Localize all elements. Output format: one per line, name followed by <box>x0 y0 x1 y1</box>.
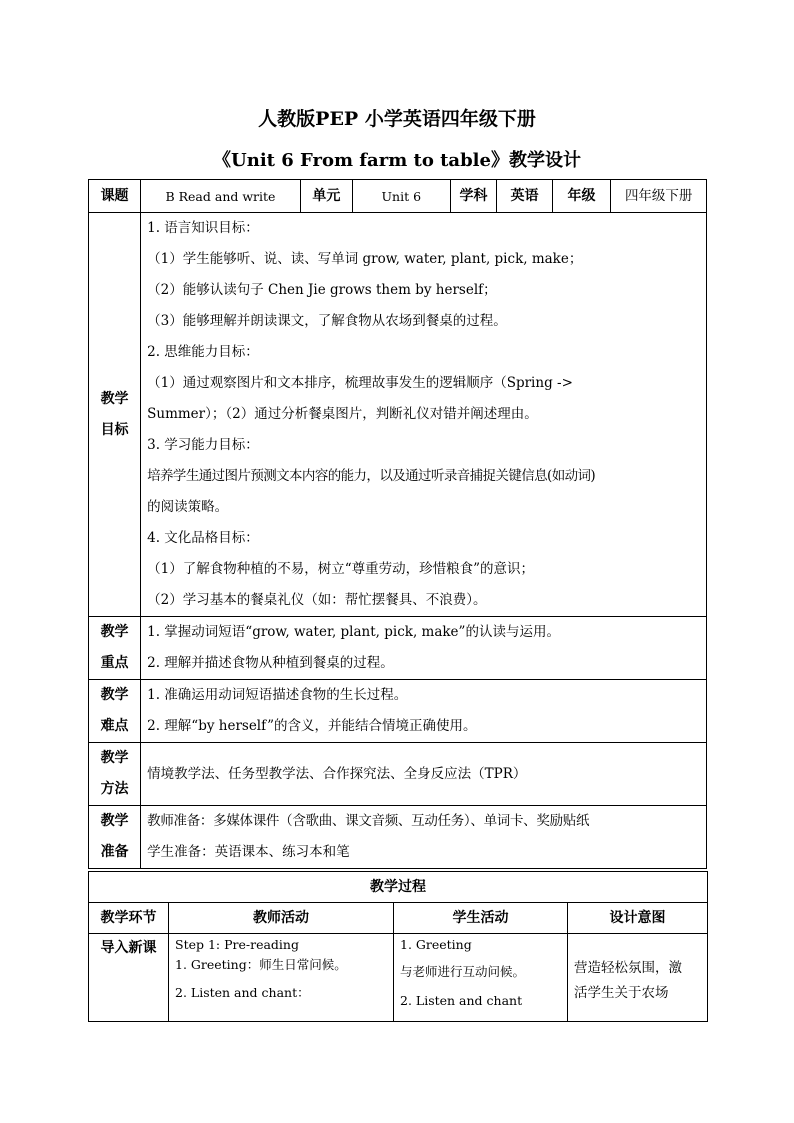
preparation-row <box>89 806 707 869</box>
unit-value: Unit 6 <box>352 180 450 213</box>
header-row <box>89 180 707 213</box>
goal-line: 1. 语言知识目标： <box>147 220 259 236</box>
subject-value: 英语 <box>497 180 552 213</box>
topic-label: 课题 <box>89 180 141 213</box>
difficult-points-row <box>89 680 707 743</box>
goals-label-b: 目标 <box>100 421 129 438</box>
design-intent-cell <box>568 934 708 1022</box>
process-header: 设计意图 <box>568 903 708 934</box>
stage-cell <box>89 934 169 1022</box>
difficult-point-line: 2. 理解“by herself”的含义，并能结合情境正确使用。 <box>147 718 477 734</box>
goals-label <box>89 213 141 617</box>
methods-content <box>141 743 707 806</box>
goal-line: 3. 学习能力目标： <box>147 437 259 453</box>
teaching-process-table <box>88 871 708 1022</box>
design-intent-line: 活学生关于农场 <box>574 985 669 1001</box>
grade-value: 四年级下册 <box>611 180 707 213</box>
goals-content <box>141 213 707 617</box>
key-points-label-a: 教学 <box>100 624 129 640</box>
student-activity-line: 2. Listen and chant <box>400 993 523 1008</box>
goal-line: （2）能够认读句子 Chen Jie grows them by herself； <box>147 282 497 298</box>
student-activity-line: 1. Greeting <box>400 937 472 952</box>
methods-label <box>89 743 141 806</box>
key-point-line: 2. 理解并描述食物从种植到餐桌的过程。 <box>147 655 394 671</box>
teacher-activity-line: 1. Greeting：师生日常问候。 <box>175 957 347 972</box>
topic-value: B Read and write <box>141 180 301 213</box>
difficult-point-line: 1. 准确运用动词短语描述食物的生长过程。 <box>147 687 408 703</box>
goal-line: （2）学习基本的餐桌礼仪（如：帮忙摆餐具、不浪费）。 <box>147 592 487 608</box>
difficult-points-label <box>89 680 141 743</box>
document-subtitle: 《Unit 6 From farm to table》教学设计 <box>213 150 581 171</box>
key-point-line: 1. 掌握动词短语“grow, water, plant, pick, make”的认读与运用。 <box>147 624 560 640</box>
goal-line: 培养学生通过图片预测文本内容的能力，以及通过听录音捕捉关键信息(如动词) <box>147 468 596 484</box>
process-section-row <box>89 872 708 903</box>
teacher-activity-line: 2. Listen and chant： <box>175 985 310 1000</box>
stage-label: 导入新课 <box>100 940 157 956</box>
lesson-info-table <box>88 179 707 869</box>
teacher-activity-cell <box>169 934 394 1022</box>
difficult-points-content <box>141 680 707 743</box>
methods-label-a: 教学 <box>100 750 129 766</box>
preparation-label-b: 准备 <box>100 844 129 860</box>
subject-label: 学科 <box>450 180 497 213</box>
goal-line: 的阅读策略。 <box>147 499 229 515</box>
methods-text: 情境教学法、任务型教学法、合作探究法、全身反应法（TPR） <box>147 765 527 782</box>
methods-row <box>89 743 707 806</box>
process-header: 教学环节 <box>89 903 169 934</box>
design-intent-line: 营造轻松氛围，激 <box>574 960 682 976</box>
preparation-label-a: 教学 <box>100 813 129 829</box>
goals-label-a: 教学 <box>100 390 129 407</box>
preparation-line: 教师准备：多媒体课件（含歌曲、课文音频、互动任务）、单词卡、奖励贴纸 <box>147 813 590 829</box>
document-title: 人教版PEP 小学英语四年级下册 <box>258 108 536 130</box>
goal-line: （1）学生能够听、说、读、写单词 grow, water, plant, pick, make； <box>147 251 583 267</box>
process-header: 学生活动 <box>394 903 568 934</box>
process-header-row <box>89 903 708 934</box>
process-section-title: 教学过程 <box>89 872 708 903</box>
key-points-label-b: 重点 <box>100 655 129 671</box>
goal-line: 4. 文化品格目标： <box>147 530 259 546</box>
key-points-label <box>89 617 141 680</box>
goal-line: （3）能够理解并朗读课文，了解食物从农场到餐桌的过程。 <box>147 313 507 329</box>
table-row <box>89 934 708 1022</box>
goal-line: （1）了解食物种植的不易，树立“尊重劳动，珍惜粮食”的意识； <box>147 561 535 577</box>
methods-label-b: 方法 <box>100 781 129 797</box>
key-points-row <box>89 617 707 680</box>
difficult-points-label-a: 教学 <box>100 687 129 703</box>
preparation-label <box>89 806 141 869</box>
student-activity-cell <box>394 934 568 1022</box>
goal-line: （1）通过观察图片和文本排序，梳理故事发生的逻辑顺序（Spring -> <box>147 375 573 391</box>
goal-line: Summer）；（2）通过分析餐桌图片，判断礼仪对错并阐述理由。 <box>147 406 538 422</box>
unit-label: 单元 <box>300 180 352 213</box>
key-points-content <box>141 617 707 680</box>
preparation-content <box>141 806 707 869</box>
goals-row <box>89 213 707 617</box>
process-header: 教师活动 <box>169 903 394 934</box>
student-activity-line: 与老师进行互动问候。 <box>400 964 526 979</box>
teacher-activity-line: Step 1: Pre-reading <box>175 937 299 952</box>
goal-line: 2. 思维能力目标： <box>147 344 259 360</box>
grade-label: 年级 <box>552 180 611 213</box>
difficult-points-label-b: 难点 <box>100 718 129 734</box>
preparation-line: 学生准备：英语课本、练习本和笔 <box>147 844 350 860</box>
